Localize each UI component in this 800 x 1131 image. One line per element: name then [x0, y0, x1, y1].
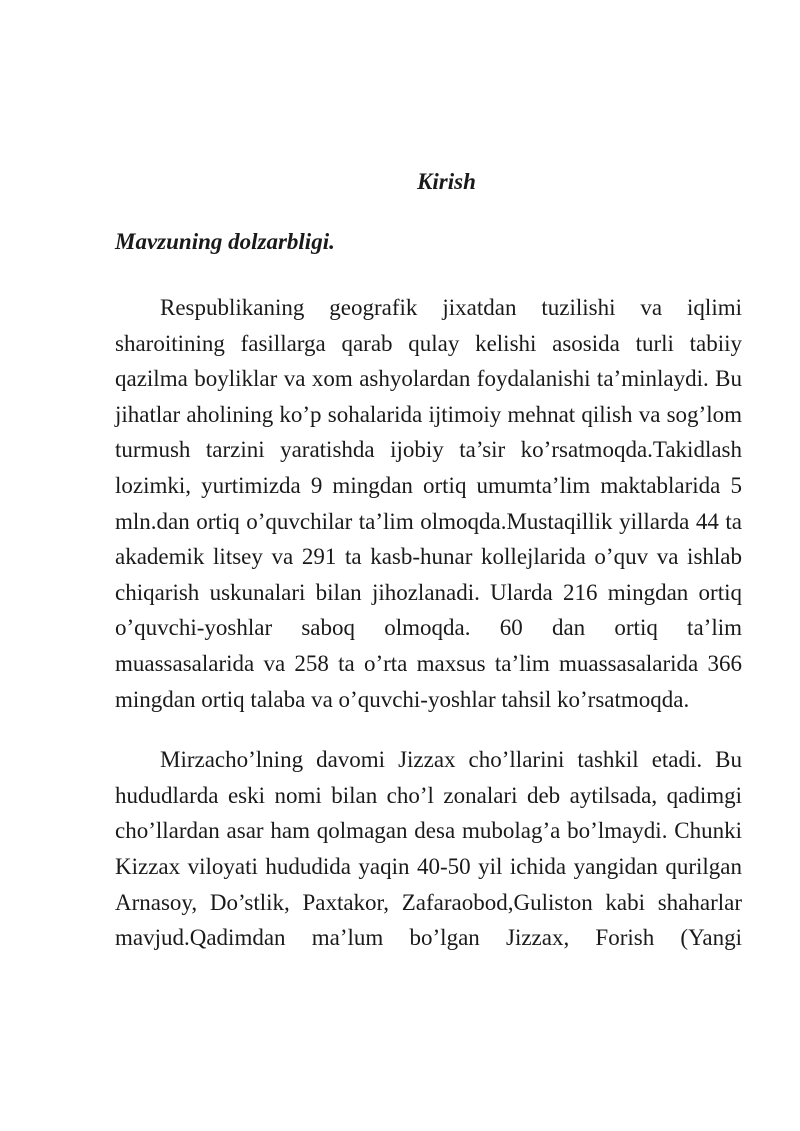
document-title: Kirish — [417, 169, 476, 194]
section-heading: Mavzuning dolzarbligi. — [115, 229, 335, 254]
body-paragraph: Mirzacho’lning davomi Jizzax cho’llarini tashkil etadi. Bu hududlarda eski nomi bilan cho’l zonalari deb aytilsada, qadimgi cho’llardan asar ham qolmagan desa mubolag’a bo’lmaydi. Chunki Kizzax viloyati hududida yaqin 40-50 yil ichida yangidan qurilgan Arnasoy, Do’stlik, Paxtakor, Zafaraobod,Guliston kabi shaharlar mavjud.Qadimdan ma’lum bo’lgan Jizzax, Forish (Yangi — [115, 747, 742, 951]
body-paragraph: Respublikaning geografik jixatdan tuzilishi va iqlimi sharoitining fasillarga qarab qulay kelishi asosida turli tabiiy qazilma boyliklar va xom ashyolardan foydalanishi ta’minlaydi. Bu jihatlar aholining ko’p sohalarida ijtimoiy mehnat qilish va sog’lom turmush tarzini yaratishda ijobiy ta’sir ko’rsatmoqda.Takidlash lozimki, yurtimizda 9 mingdan ortiq umumta’lim maktablarida 5 mln.dan ortiq o’quvchilar ta’lim olmoqda.Mustaqillik yillarda 44 ta akademik litsey va 291 ta kasb-hunar kollejlarida o’quv va ishlab chiqarish uskunalari bilan jihozlanadi. Ularda 216 mingdan ortiq o’quvchi-yoshlar saboq olmoqda. 60 dan ortiq ta’lim muassasalarida va 258 ta o’rta maxsus ta’lim muassasalarida 366 mingdan ortiq talaba va o’quvchi-yoshlar tahsil ko’rsatmoqda. — [115, 295, 742, 712]
document-page — [115, 164, 742, 956]
